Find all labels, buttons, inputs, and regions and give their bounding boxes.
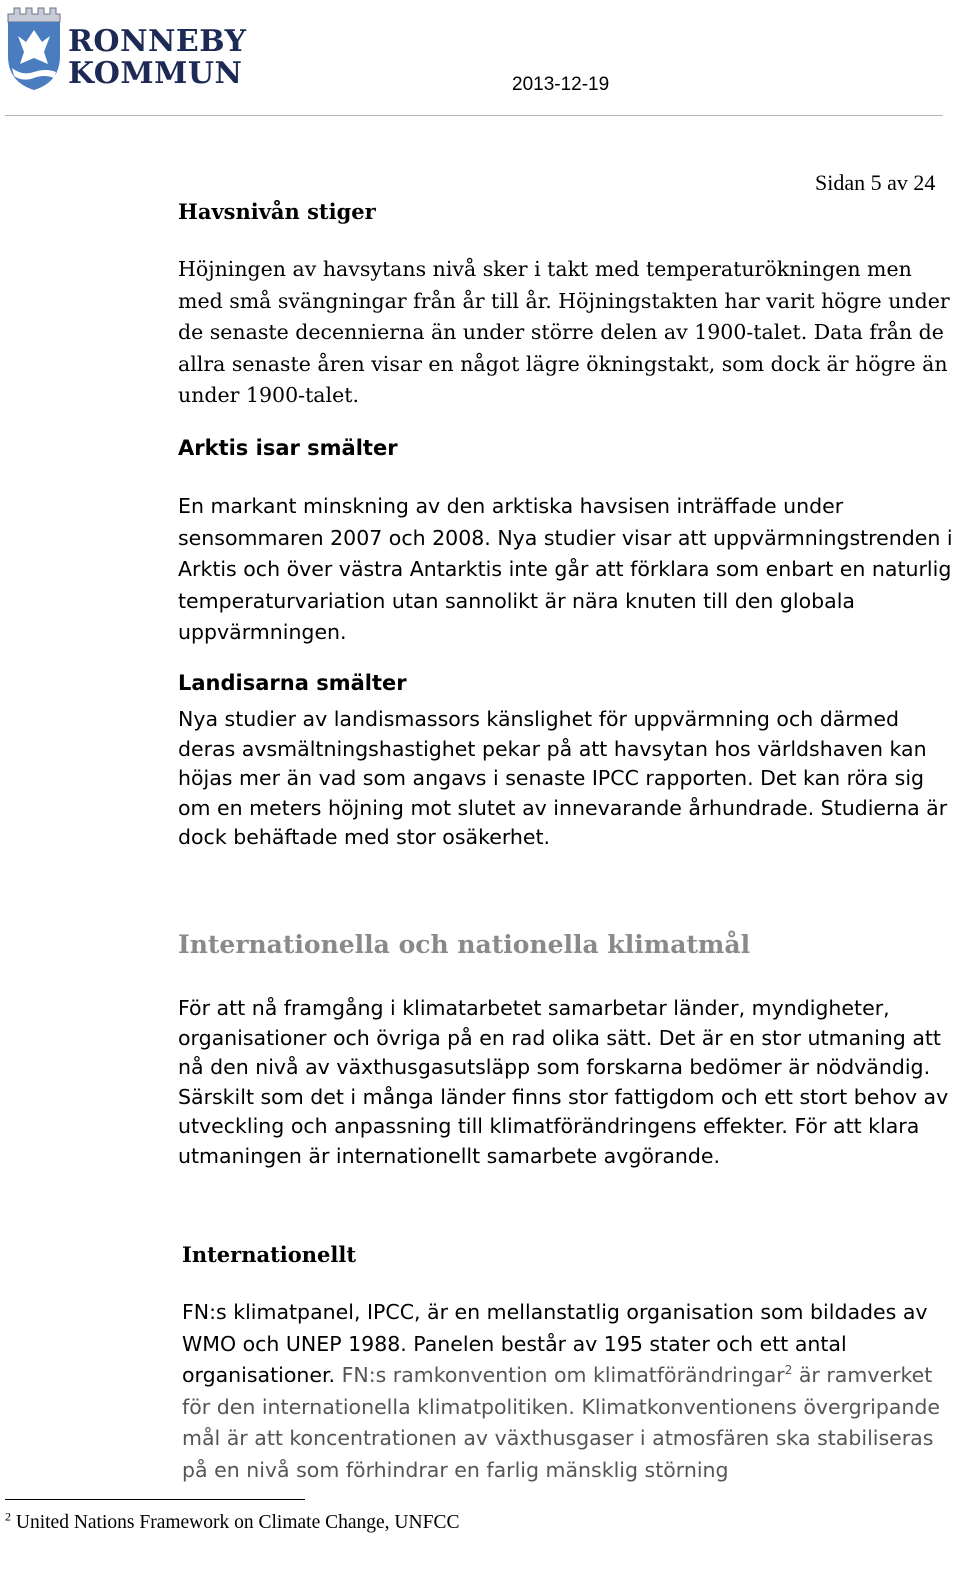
header-divider: [5, 115, 943, 116]
footnote: [5, 1509, 460, 1534]
ronneby-logo: [4, 6, 247, 94]
logo-text-line2: KOMMUN: [68, 56, 243, 91]
section-heading-arktis: Arktis isar smälter: [178, 436, 398, 460]
section-heading-landisarna: Landisarna smälter: [178, 671, 407, 695]
body-text-klimatkonvention: är ramverket för den internationella klimatpolitiken. Klimatkonventionens övergripande mål är att koncentrationen av växthusgaser i atmosfären ska stabiliseras på en nivå som förhindrar en farlig mänsklig störning: [182, 1363, 941, 1482]
body-text-unfccc: FN:s ramkonvention om klimatförändringar: [335, 1363, 785, 1387]
section-heading-internationellt: Internationellt: [182, 1242, 357, 1267]
logo-text-line1: RONNEBY: [68, 24, 247, 59]
section-heading-havsnivan: Havsnivån stiger: [178, 199, 376, 224]
document-date: 2013-12-19: [512, 74, 610, 95]
page-number: Sidan 5 av 24: [815, 170, 936, 195]
section-heading-klimatmal: Internationella och nationella klimatmål: [178, 930, 751, 959]
coat-of-arms-icon: [4, 6, 64, 94]
section-body-arktis: En markant minskning av den arktiska havsisen inträffade under sensommaren 2007 och 2008. Nya studier visar att uppvärmningstrenden i Arktis och över västra Antarktis inte går att förklara som enbart en naturlig temperaturvariation utan sannolikt är nära knuten till den globala uppvärmningen.: [178, 494, 953, 644]
section-body-klimatmal: För att nå framgång i klimatarbetet samarbetar länder, myndigheter, organisationer och övriga på en rad olika sätt. Det är en stor utmaning att nå den nivå av växthusgasutsläpp som forskarna bedömer är nödvändig. Särskilt som det i många länder finns stor fattigdom och ett stort behov av utveckling och anpassning till klimatförändringens effekter. För att klara utmaningen är internationellt samarbete avgörande.: [178, 996, 949, 1168]
section-body-landisarna: Nya studier av landismassors känslighet för uppvärmning och därmed deras avsmältningshastighet pekar på att havsytan hos världshaven kan höjas mer än vad som angavs i senaste IPCC rapporten. Det kan röra sig om en meters höjning mot slutet av innevarande århundrade. Studierna är dock behäftade med stor osäkerhet.: [178, 707, 948, 849]
footnote-divider: [5, 1499, 305, 1500]
body-text-ipcc: FN:s klimatpanel, IPCC, är en mellanstatlig organisation som bildades av WMO och UNEP 1988. Panelen består av 195 stater och ett antal organisationer.: [182, 1300, 928, 1387]
section-body-internationellt: [182, 1297, 952, 1486]
footnote-number: 2: [5, 1509, 11, 1524]
footnote-text: United Nations Framework on Climate Change, UNFCC: [11, 1512, 460, 1533]
section-body-havsnivan: Höjningen av havsytans nivå sker i takt med temperaturökningen men med små svängningar från år till år. Höjningstakten har varit högre under de senaste decennierna än under större delen av 1900-talet. Data från de allra senaste åren visar en något lägre ökningstakt, som dock är högre än under 1900-talet.: [178, 257, 950, 407]
footnote-reference[interactable]: 2: [784, 1363, 793, 1378]
